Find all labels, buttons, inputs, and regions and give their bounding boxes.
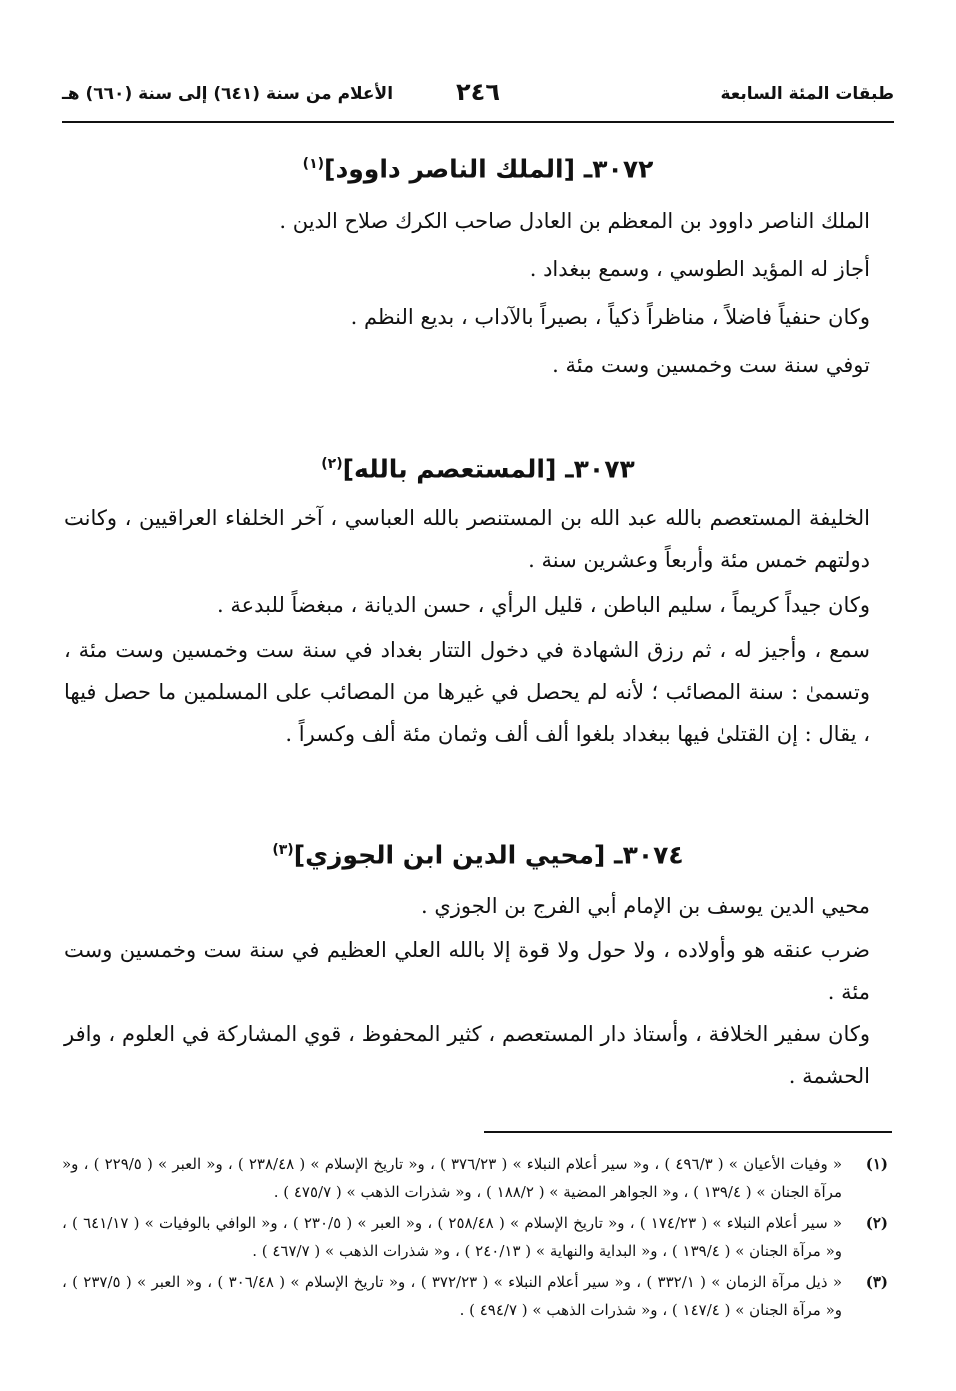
footnote-text: « وفيات الأعيان » ( ٤٩٦/٣ ) ، و« سير أعلام النبلاء » ( ٣٧٦/٢٣ ) ، و« تاريخ الإسلام » ( ٢٣٨/٤٨ ) ، و« العبر » ( ٢٢٩/٥ ) ، و« مرآة الجنان » ( ١٣٩/٤ ) ، و« الجواهر المضية » ( ١٨٨/٢ ) ، و« شذرات الذهب » ( ٤٧٥/٧ ) . — [62, 1155, 843, 1201]
footnote-number: (٢) — [865, 1214, 888, 1232]
entry-title — [64, 832, 892, 873]
header-book-section: طبقات المئة السابعة — [720, 84, 894, 104]
paragraph: الخليفة المستعصم بالله عبد الله بن المستنصر بالله العباسي ، آخر الخلفاء العراقيين ، وكانت دولتهم خمس مئة وأربعاً وعشرين سنة . — [64, 506, 870, 573]
footnote-ref: (١) — [302, 156, 325, 172]
paragraph: ضرب عنقه هو وأولاده ، ولا حول ولا قوة إلا بالله العلي العظيم في سنة ست وخمسين وست مئة . — [64, 938, 870, 1005]
paragraph: وكان حنفياً فاضلاً ، مناظراً ذكياً ، بصيراً بالآداب ، بديع النظم . — [350, 305, 870, 330]
paragraph: سمع ، وأجيز له ، ثم رزق الشهادة في دخول التتار بغداد في سنة ست وخمسين وست مئة ، وتسمىٰ : سنة المصائب ؛ لأنه لم يحصل في غيرها من المصائب على المسلمين ما حصل فيها ، يقال : إن القتلىٰ فيها ببغداد بلغوا ألف ألف وثمان مئة ألف وكسراً . — [64, 638, 870, 747]
paragraph: أجاز له المؤيد الطوسي ، وسمع ببغداد . — [529, 257, 870, 282]
paragraph: الملك الناصر داوود بن المعظم بن العادل صاحب الكرك صلاح الدين . — [279, 209, 870, 234]
entry-3073 — [64, 446, 892, 755]
paragraph: محيي الدين يوسف بن الإمام أبي الفرج بن الجوزي . — [420, 894, 870, 919]
footnote-ref: (٢) — [321, 456, 343, 472]
entry-title-text: ٣٠٧٣ـ [المستعصم بالله] — [342, 454, 635, 484]
header-divider — [62, 121, 894, 123]
entry-title-text: ٣٠٧٤ـ [محيي الدين ابن الجوزي] — [293, 840, 684, 870]
page-number: ٢٤٦ — [456, 78, 500, 106]
paragraph: وكان سفير الخلافة ، وأستاذ دار المستعصم ، كثير المحفوظ ، قوي المشاركة في العلوم ، وافر الحشمة . — [64, 1022, 870, 1089]
entry-title — [64, 446, 892, 487]
entry-title-text: ٣٠٧٢ـ [الملك الناصر داوود] — [324, 154, 654, 184]
paragraph: توفي سنة ست وخمسين وست مئة . — [552, 353, 870, 378]
footnotes — [62, 1150, 894, 1327]
footnote-text: « ذيل مرآة الزمان » ( ٣٣٢/١ ) ، و« سير أعلام النبلاء » ( ٣٧٢/٢٣ ) ، و« تاريخ الإسلام » ( ٣٠٦/٤٨ ) ، و« العبر » ( ٢٣٧/٥ ) ، و« مرآة الجنان » ( ١٤٧/٤ ) ، و« شذرات الذهب » ( ٤٩٤/٧ ) . — [62, 1273, 843, 1319]
footnote-ref: (٣) — [272, 842, 294, 858]
footnote-item — [62, 1209, 894, 1265]
footnote-number: (٣) — [865, 1273, 888, 1291]
entry-3074 — [64, 832, 892, 1097]
footnote-divider — [484, 1131, 892, 1133]
running-header — [62, 78, 894, 114]
entry-3072 — [64, 146, 892, 389]
footnote-text: « سير أعلام النبلاء » ( ١٧٤/٢٣ ) ، و« تاريخ الإسلام » ( ٢٥٨/٤٨ ) ، و« العبر » ( ٢٣٠/٥ ) ، و« الوافي بالوفيات » ( ٦٤١/١٧ ) ، و« مرآة الجنان » ( ١٣٩/٤ ) ، و« البداية والنهاية » ( ٢٤٠/١٣ ) ، و« شذرات الذهب » ( ٤٦٧/٧ ) . — [62, 1214, 843, 1260]
entry-title — [64, 146, 892, 187]
header-volume-range: الأعلام من سنة (٦٤١) إلى سنة (٦٦٠) هـ — [62, 84, 394, 104]
footnote-item — [62, 1268, 894, 1324]
paragraph: وكان جيداً كريماً ، سليم الباطن ، قليل الرأي ، حسن الديانة ، مبغضاً للبدعة . — [217, 593, 870, 618]
footnote-item — [62, 1150, 894, 1206]
footnote-number: (١) — [865, 1155, 888, 1173]
